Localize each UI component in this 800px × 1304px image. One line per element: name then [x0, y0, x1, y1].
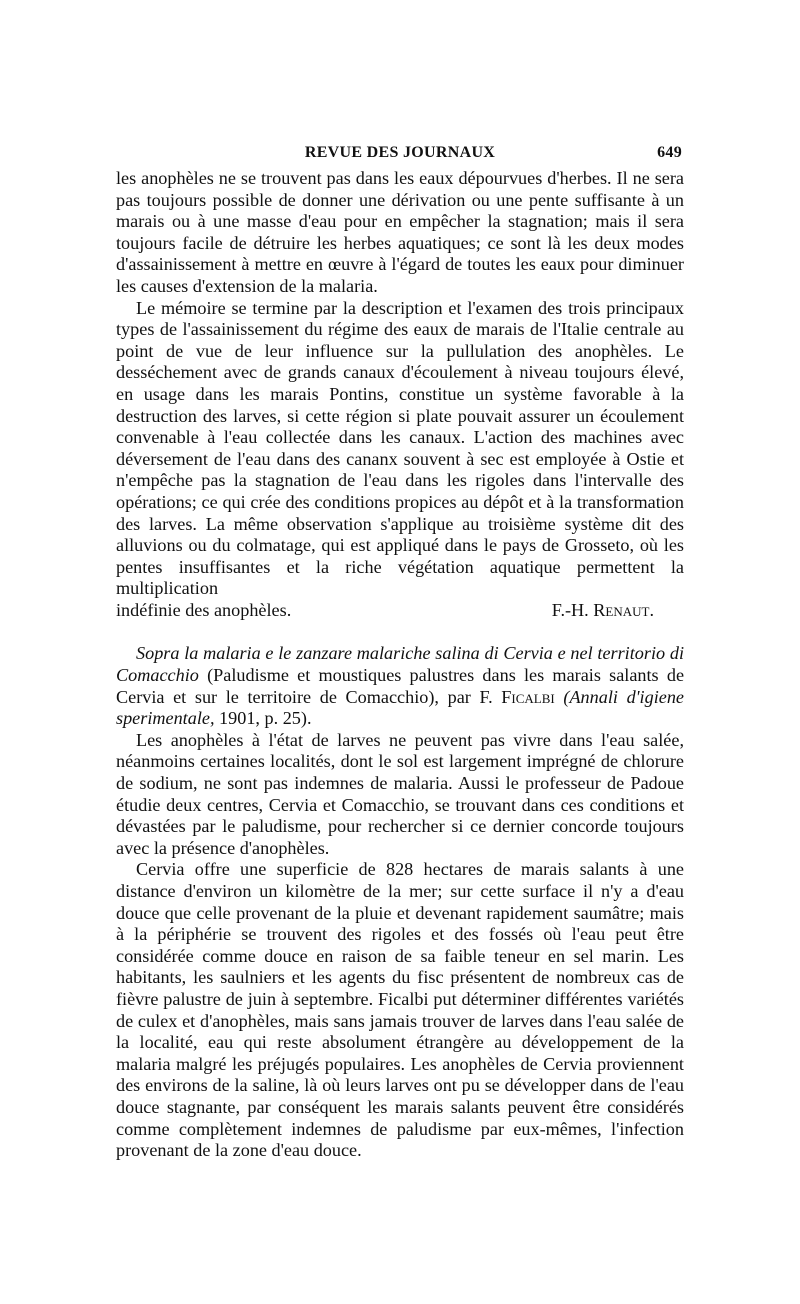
article1-paragraph-2: Le mémoire se termine par la description et l'examen des trois principaux types de l'assainissement du régime des eaux de marais de l'Italie centrale au point de vue de leur influence sur la pullulation des anophèles. Le desséchement avec de grands canaux d'écoulement à niveau toujours élevé, en usage dans les marais Pontins, constitue un système favorable à la destruction des larves, si cette région si plate pouvait assurer un écoulement convenable à l'eau collectée dans les canaux. L'action des machines avec déversement de l'eau dans des cananx souvent à sec est employée à Ostie et n'empêche pas la stagnation de l'eau dans les rigoles dans l'intervalle des opérations; ce qui crée des conditions propices au dépôt et à la transformation des larves. La même observation s'applique au troisième système dit des alluvions ou du colmatage, qui est appliqué dans le pays de Grosseto, où les pentes insuffisantes et la riche végétation aquatique permettent la multiplication: [116, 297, 684, 599]
article1-last-line: indéfinie des anophèles.: [116, 599, 292, 620]
article-body: [116, 168, 684, 1162]
page: [116, 142, 684, 1162]
article2-paragraph-2: Cervia offre une superficie de 828 hectares de marais salants à une distance d'environ un kilomètre de la mer; sur cette surface il n'y a d'eau douce que celle provenant de la pluie et devenant rapidement saumâtre; mais à la périphérie se trouvent des rigoles et des fossés où l'eau peut être considérée comme douce en raison de sa faible teneur en sel marin. Les habitants, les saulniers et les agents du fisc présentent de nombreux cas de fièvre palustre de juin à septembre. Ficalbi put déterminer différentes variétés de culex et d'anophèles, mais sans jamais trouver de larves dans l'eau salée de la localité, eau qui reste absolument étrangère au développement de la malaria malgré les préjugés populaires. Les anophèles de Cervia proviennent des environs de la saline, là où leurs larves ont pu se développer dans de l'eau douce stagnante, par conséquent les marais salants peuvent être considérés comme complètement indemnes de paludisme par eux-mêmes, l'infection provenant de la zone d'eau douce.: [116, 859, 684, 1161]
article1-signature: [552, 600, 654, 622]
article2-author: F. Ficalbi: [479, 686, 555, 707]
article1-closing-line: [116, 600, 684, 622]
article2-citation: 1901, p. 25).: [219, 708, 312, 729]
journal-section-title: REVUE DES JOURNAUX: [304, 144, 496, 161]
article1-paragraph-1: les anophèles ne se trouvent pas dans les eaux dépourvues d'herbes. Il ne sera pas toujours possible de donner une dérivation ou une pente suffisante à un marais ou à une masse d'eau pour en empêcher la stagnation; mais il sera toujours facile de détruire les herbes aquatiques; ce sont là les deux modes d'assainissement à mettre en œuvre à l'égard de toutes les eaux pour diminuer les causes d'extension de la malaria.: [116, 168, 684, 296]
running-header: [116, 142, 684, 168]
page-number: 649: [657, 144, 682, 161]
article2-heading: [116, 643, 684, 729]
section-gap: [116, 621, 684, 643]
article2-paragraph-1: Les anophèles à l'état de larves ne peuvent pas vivre dans l'eau salée, néanmoins certaines localités, dont le sol est largement imprégné de chlorure de sodium, ne sont pas indemnes de malaria. Aussi le professeur de Padoue étudie deux centres, Cervia et Comacchio, se trouvant dans ces conditions et dévastées par le paludisme, pour rechercher si ce dernier concorde toujours avec la présence d'anophèles.: [116, 729, 684, 858]
article2-italian-title: Sopra la malaria e le zanzare malariche salina di Cervia e nel territorio di Comacchio: [116, 643, 684, 686]
article2-french-translation: (Paludisme et moustiques palustres dans les marais salants de Cervia et sur le territoire de Comacchio), par: [116, 665, 685, 707]
article2-journal: (Annali d'igiene sperimentale,: [116, 686, 684, 729]
signature-text: F.-H. Renaut.: [551, 599, 654, 620]
